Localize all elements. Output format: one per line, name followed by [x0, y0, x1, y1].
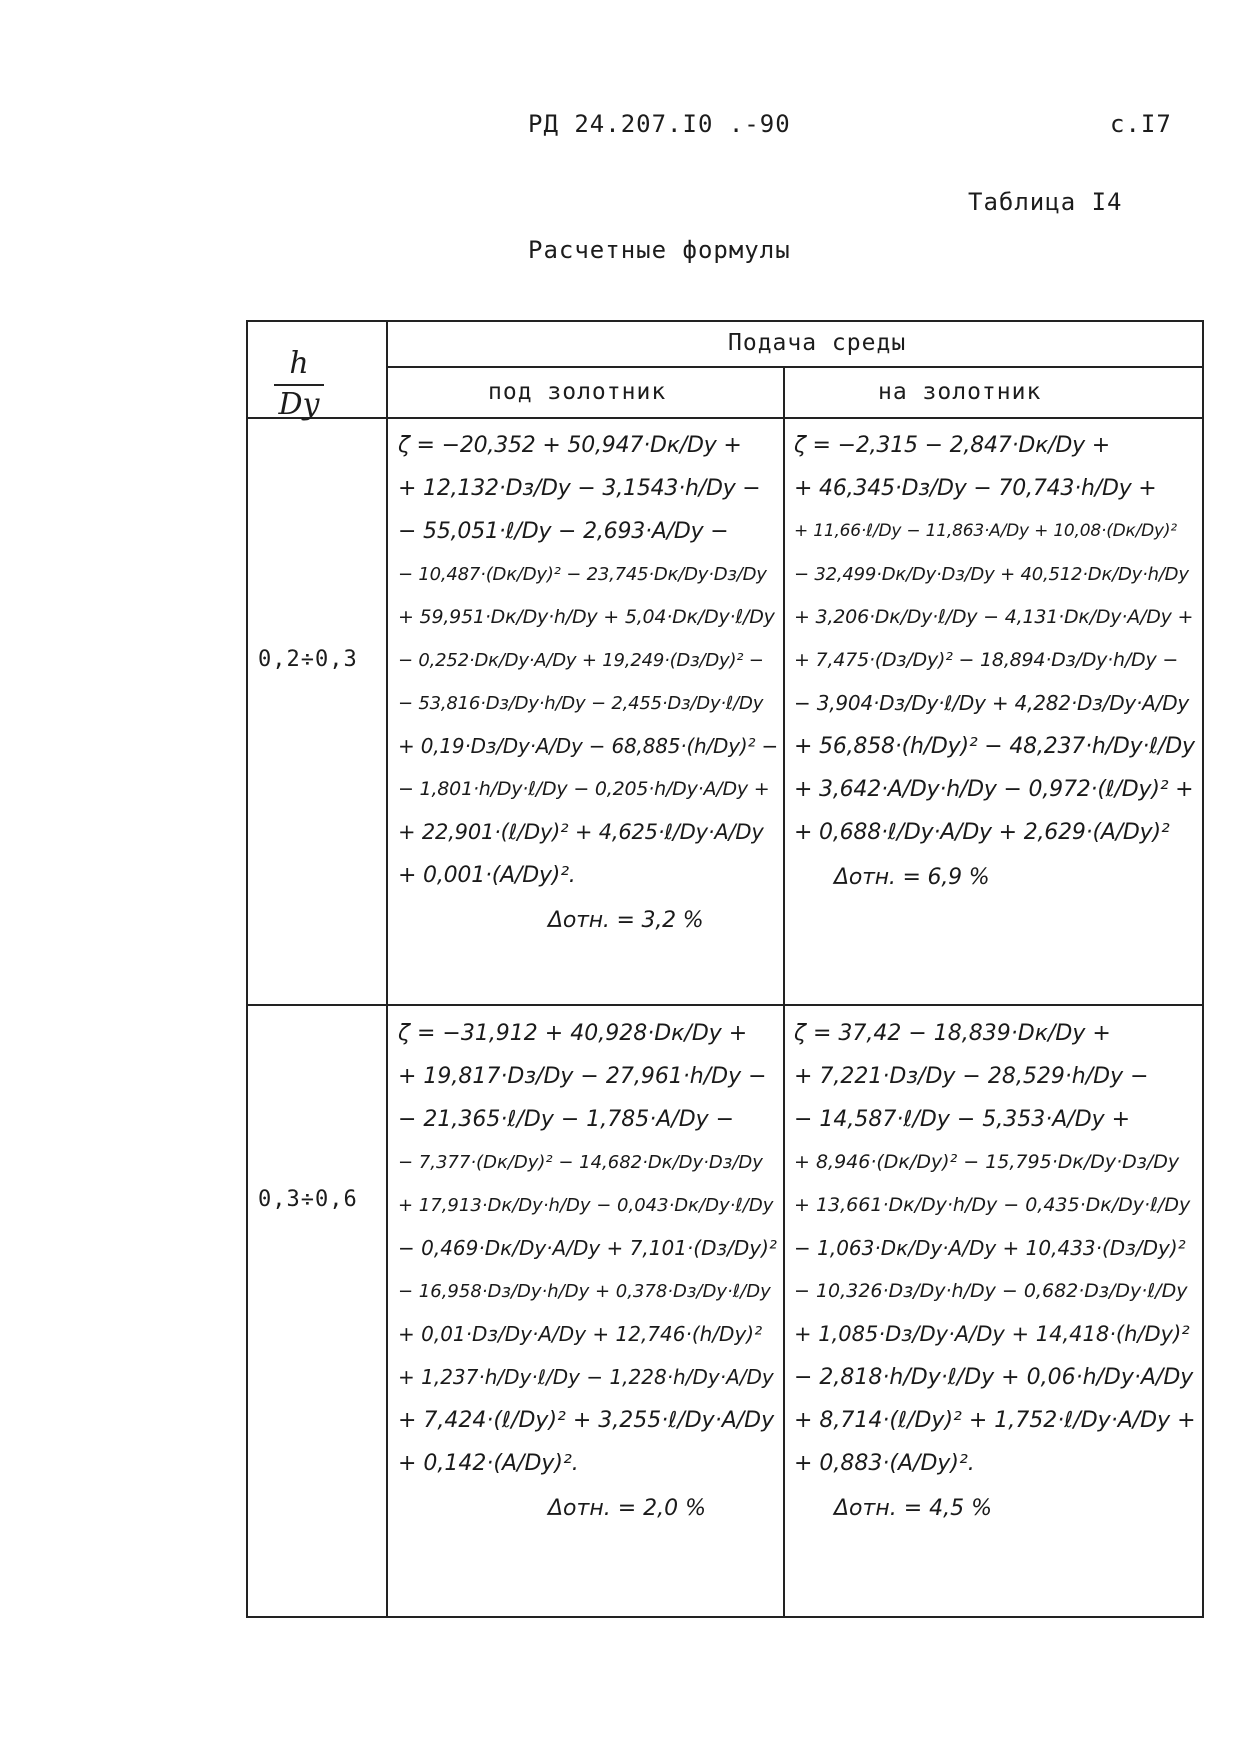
formula-line: + 0,001·(A/Dy)².	[398, 863, 576, 888]
formula-line: − 10,487·(Dк/Dy)² − 23,745·Dк/Dy·Dз/Dy	[398, 564, 767, 585]
formula-line: + 7,475·(Dз/Dy)² − 18,894·Dз/Dy·h/Dy −	[794, 649, 1179, 671]
formula-line: ζ = −20,352 + 50,947·Dк/Dy +	[398, 433, 742, 458]
row-range-2: 0,3÷0,6	[258, 1187, 358, 1212]
column-divider-1	[386, 322, 388, 1616]
formula-line: − 3,904·Dз/Dy·ℓ/Dy + 4,282·Dз/Dy·A/Dy	[794, 691, 1190, 715]
formula-line: − 0,252·Dк/Dy·A/Dy + 19,249·(Dз/Dy)² −	[398, 650, 764, 671]
header-divider-group	[386, 366, 1202, 368]
formula-line: + 7,221·Dз/Dy − 28,529·h/Dy −	[794, 1064, 1149, 1089]
formula-line: − 14,587·ℓ/Dy − 5,353·A/Dy +	[794, 1107, 1131, 1132]
formula-line: − 7,377·(Dк/Dy)² − 14,682·Dк/Dy·Dз/Dy	[398, 1152, 763, 1173]
formula-line: − 21,365·ℓ/Dy − 1,785·A/Dy −	[398, 1107, 735, 1132]
formula-line: + 0,01·Dз/Dy·A/Dy + 12,746·(h/Dy)²	[398, 1322, 763, 1346]
formula-line: − 10,326·Dз/Dy·h/Dy − 0,682·Dз/Dy·ℓ/Dy	[794, 1280, 1188, 1302]
formula-line: + 3,206·Dк/Dy·ℓ/Dy − 4,131·Dк/Dy·A/Dy +	[794, 606, 1194, 628]
row-range-1: 0,2÷0,3	[258, 647, 358, 672]
header-divider-bottom	[248, 417, 1202, 419]
group-header-feed: Подача среды	[728, 330, 907, 356]
formula-line: − 53,816·Dз/Dy·h/Dy − 2,455·Dз/Dy·ℓ/Dy	[398, 693, 764, 714]
formula-under-row2	[398, 1012, 778, 1612]
relative-error: Δотн. = 3,2 %	[548, 908, 704, 933]
formula-line: + 19,817·Dз/Dy − 27,961·h/Dy −	[398, 1064, 767, 1089]
formula-line: + 56,858·(h/Dy)² − 48,237·h/Dy·ℓ/Dy	[794, 734, 1195, 759]
formula-line: − 16,958·Dз/Dy·h/Dy + 0,378·Dз/Dy·ℓ/Dy	[398, 1281, 771, 1302]
formula-under-row1	[398, 424, 778, 1000]
formula-line: − 32,499·Dк/Dy·Dз/Dy + 40,512·Dк/Dy·h/Dy	[794, 564, 1189, 585]
formula-table	[246, 320, 1204, 1618]
formula-line: ζ = 37,42 − 18,839·Dк/Dy +	[794, 1021, 1111, 1046]
formula-over-row2	[794, 1012, 1198, 1612]
formula-line: − 2,818·h/Dy·ℓ/Dy + 0,06·h/Dy·A/Dy	[794, 1365, 1194, 1390]
table-title: Расчетные формулы	[528, 236, 791, 264]
formula-line: + 7,424·(ℓ/Dy)² + 3,255·ℓ/Dy·A/Dy	[398, 1408, 775, 1433]
header-denominator: Dy	[278, 387, 320, 422]
formula-line: ζ = −31,912 + 40,928·Dк/Dy +	[398, 1021, 748, 1046]
formula-line: − 0,469·Dк/Dy·A/Dy + 7,101·(Dз/Dy)²	[398, 1236, 777, 1260]
column-divider-2	[783, 366, 785, 1616]
formula-line: + 13,661·Dк/Dy·h/Dy − 0,435·Dк/Dy·ℓ/Dy	[794, 1194, 1191, 1216]
formula-line: + 3,642·A/Dy·h/Dy − 0,972·(ℓ/Dy)² +	[794, 777, 1194, 802]
formula-line: + 1,237·h/Dy·ℓ/Dy − 1,228·h/Dy·A/Dy	[398, 1365, 774, 1389]
document-code: РД 24.207.I0 .-90	[528, 110, 791, 138]
formula-line: − 1,801·h/Dy·ℓ/Dy − 0,205·h/Dy·A/Dy +	[398, 778, 770, 800]
formula-line: − 1,063·Dк/Dy·A/Dy + 10,433·(Dз/Dy)²	[794, 1236, 1186, 1260]
col-header-h-over-dy	[274, 344, 324, 424]
relative-error: Δотн. = 6,9 %	[834, 865, 990, 890]
formula-line: − 55,051·ℓ/Dy − 2,693·A/Dy −	[398, 519, 729, 544]
relative-error: Δотн. = 4,5 %	[834, 1496, 993, 1521]
formula-line: + 8,946·(Dк/Dy)² − 15,795·Dк/Dy·Dз/Dy	[794, 1151, 1180, 1173]
formula-line: + 0,688·ℓ/Dy·A/Dy + 2,629·(A/Dy)²	[794, 820, 1170, 845]
header-numerator: h	[289, 346, 309, 381]
formula-line: + 22,901·(ℓ/Dy)² + 4,625·ℓ/Dy·A/Dy	[398, 820, 764, 844]
formula-line: + 1,085·Dз/Dy·A/Dy + 14,418·(h/Dy)²	[794, 1322, 1190, 1346]
formula-over-row1	[794, 424, 1198, 1000]
col-header-over-spool: на золотник	[878, 379, 1042, 405]
formula-line: + 0,142·(A/Dy)².	[398, 1451, 579, 1476]
formula-line: + 46,345·Dз/Dy − 70,743·h/Dy +	[794, 476, 1157, 501]
row-divider	[248, 1004, 1202, 1006]
formula-line: + 0,19·Dз/Dy·A/Dy − 68,885·(h/Dy)² −	[398, 734, 778, 758]
formula-line: + 17,913·Dк/Dy·h/Dy − 0,043·Dк/Dy·ℓ/Dy	[398, 1195, 774, 1216]
table-number: Таблица I4	[968, 188, 1123, 216]
formula-line: + 59,951·Dк/Dy·h/Dy + 5,04·Dк/Dy·ℓ/Dy	[398, 606, 775, 628]
relative-error: Δотн. = 2,0 %	[548, 1496, 707, 1521]
page-number: с.I7	[1110, 110, 1172, 138]
formula-line: ζ = −2,315 − 2,847·Dк/Dy +	[794, 433, 1111, 458]
formula-line: + 8,714·(ℓ/Dy)² + 1,752·ℓ/Dy·A/Dy +	[794, 1408, 1196, 1433]
col-header-under-spool: под золотник	[488, 379, 667, 405]
formula-line: + 0,883·(A/Dy)².	[794, 1451, 975, 1476]
formula-line: + 11,66·ℓ/Dy − 11,863·A/Dy + 10,08·(Dк/Dy)²	[794, 521, 1177, 541]
formula-line: + 12,132·Dз/Dy − 3,1543·h/Dy −	[398, 476, 761, 501]
